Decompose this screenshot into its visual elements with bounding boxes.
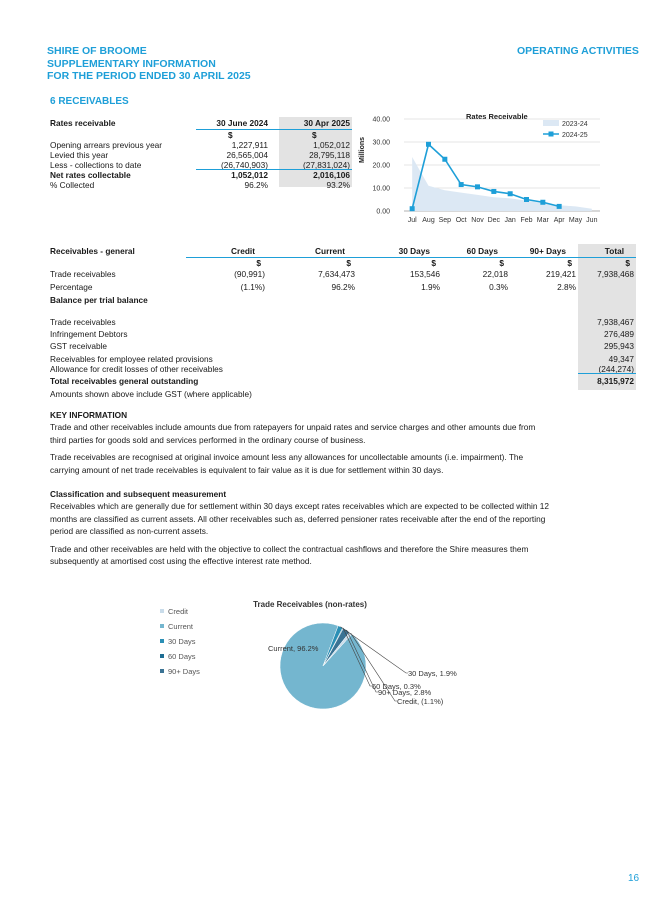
general-row-label: Trade receivables bbox=[50, 269, 116, 279]
total-value: 8,315,972 bbox=[597, 376, 634, 386]
rates-row-value-prior: (26,740,903) bbox=[220, 160, 268, 170]
rates-table-title: Rates receivable bbox=[50, 118, 116, 128]
point-2024-25 bbox=[442, 157, 447, 162]
legend-swatch-2023-24 bbox=[543, 120, 559, 126]
rates-row-label: Net rates collectable bbox=[50, 170, 131, 180]
general-row-label: Percentage bbox=[50, 282, 93, 292]
legend-marker-2024-25 bbox=[549, 132, 554, 137]
point-2024-25 bbox=[459, 182, 464, 187]
x-tick-label: Apr bbox=[553, 217, 565, 224]
key-info-title: KEY INFORMATION bbox=[50, 410, 128, 420]
rates-unit2: $ bbox=[312, 130, 317, 140]
x-tick-label: Jan bbox=[504, 217, 516, 224]
general-col-header: 30 Days bbox=[398, 246, 430, 256]
classification-body bbox=[50, 500, 550, 573]
pie-chart-title: Trade Receivables (non-rates) bbox=[253, 600, 367, 609]
key-info-body bbox=[50, 421, 550, 481]
general-table-title: Receivables - general bbox=[50, 246, 135, 256]
balance-row-label: Infringement Debtors bbox=[50, 329, 128, 339]
pie-legend-label: Credit bbox=[168, 607, 189, 616]
trade-receivables-pie-chart bbox=[140, 592, 480, 722]
key-info-p1: Trade and other receivables include amounts due from ratepayers for unpaid rates and service charges and other amounts due from third parties for goods sold and services performed in the ordinary course of business. bbox=[50, 422, 536, 445]
general-col-header: 60 Days bbox=[466, 246, 498, 256]
pie-data-label: Credit, (1.1%) bbox=[397, 697, 444, 706]
general-col-unit: $ bbox=[431, 258, 436, 268]
pie-legend-swatch bbox=[160, 624, 164, 628]
rates-row-value-current: 93.2% bbox=[326, 180, 350, 190]
rates-row-label: Less - collections to date bbox=[50, 160, 142, 170]
key-info-p4: Trade and other receivables are held with the objective to collect the contractual cashflows and therefore the Shire measures them subsequently at amortised cost using the effective interest rate method. bbox=[50, 543, 529, 566]
balance-row-label: GST receivable bbox=[50, 341, 108, 351]
x-tick-label: Sep bbox=[438, 217, 452, 224]
total-label: Total receivables general outstanding bbox=[50, 376, 199, 386]
x-tick-label: Nov bbox=[471, 217, 484, 224]
balance-row-value: (244,274) bbox=[598, 364, 634, 374]
general-row-value: 22,018 bbox=[482, 269, 508, 279]
key-info-p3: Receivables which are generally due for settlement within 30 days except rates receivables which are expected to be collected within 12 months are classified as current assets. All other receivables such as, deferred pensioner rates receivable after the end of the reporting period are classified as non-current assets. bbox=[50, 501, 550, 536]
pie-legend bbox=[160, 607, 200, 676]
x-tick-label: Feb bbox=[520, 217, 533, 224]
legend-label-2024-25: 2024-25 bbox=[562, 132, 588, 139]
general-col-header: Credit bbox=[231, 246, 255, 256]
x-tick-label: Oct bbox=[455, 217, 467, 224]
pie-legend-label: Current bbox=[168, 622, 194, 631]
general-row-value: (90,991) bbox=[234, 269, 265, 279]
general-row-value: 219,421 bbox=[546, 269, 576, 279]
section-title: 6 RECEIVABLES bbox=[50, 96, 129, 107]
point-2024-25 bbox=[426, 142, 431, 147]
general-col-header: 90+ Days bbox=[529, 246, 566, 256]
general-row-value: 2.8% bbox=[557, 282, 576, 292]
report-subtitle: SUPPLEMENTARY INFORMATION bbox=[47, 57, 216, 70]
balance-row-value: 7,938,467 bbox=[597, 317, 634, 327]
x-tick-label: Jul bbox=[407, 217, 417, 224]
pie-legend-swatch bbox=[160, 609, 164, 613]
general-col-unit: $ bbox=[346, 258, 351, 268]
general-row-value: (1.1%) bbox=[240, 282, 265, 292]
rates-row-value-current: (27,831,024) bbox=[302, 160, 350, 170]
rates-chart-ylabel: Millions bbox=[359, 136, 366, 164]
rates-row-value-current: 2,016,106 bbox=[313, 170, 350, 180]
pie-legend-label: 90+ Days bbox=[168, 667, 200, 676]
rates-unit1: $ bbox=[228, 130, 233, 140]
y-tick-label: 10.00 bbox=[372, 185, 390, 193]
general-row-value: 0.3% bbox=[489, 282, 508, 292]
general-row-value: 96.2% bbox=[331, 282, 355, 292]
general-header-rule bbox=[186, 257, 636, 258]
rates-chart-x-ticks bbox=[408, 217, 598, 224]
rates-row-value-prior: 96.2% bbox=[244, 180, 268, 190]
legend-label-2023-24: 2023-24 bbox=[562, 121, 588, 128]
rates-row-label: Levied this year bbox=[50, 150, 109, 160]
rates-row-value-current: 1,052,012 bbox=[313, 140, 350, 150]
y-tick-label: 40.00 bbox=[372, 116, 390, 124]
rates-chart-y-ticks bbox=[372, 117, 390, 216]
rates-row-label: % Collected bbox=[50, 180, 95, 190]
x-tick-label: Mar bbox=[536, 217, 549, 224]
balance-row-label: Trade receivables bbox=[50, 317, 116, 327]
y-tick-label: 0.00 bbox=[376, 208, 390, 216]
x-tick-label: Jun bbox=[586, 217, 598, 224]
pie-legend-swatch bbox=[160, 639, 164, 643]
page-number: 16 bbox=[628, 873, 640, 884]
x-tick-label: Dec bbox=[487, 217, 501, 224]
balance-title: Balance per trial balance bbox=[50, 295, 148, 305]
rates-col2-header: 30 Apr 2025 bbox=[303, 118, 350, 128]
balance-row-label: Receivables for employee related provisions bbox=[50, 354, 213, 364]
rates-row-value-prior: 26,565,004 bbox=[226, 150, 268, 160]
general-col-unit: $ bbox=[256, 258, 261, 268]
org-name: SHIRE OF BROOME bbox=[47, 45, 147, 57]
y-tick-label: 30.00 bbox=[372, 139, 390, 147]
report-period: FOR THE PERIOD ENDED 30 APRIL 2025 bbox=[47, 70, 251, 82]
balance-row-value: 49,347 bbox=[608, 354, 634, 364]
pie-legend-label: 30 Days bbox=[168, 637, 196, 646]
general-col-unit: $ bbox=[499, 258, 504, 268]
point-2024-25 bbox=[410, 206, 415, 211]
general-col-unit: $ bbox=[567, 258, 572, 268]
rates-row-label: Opening arrears previous year bbox=[50, 140, 163, 150]
x-tick-label: May bbox=[568, 217, 583, 224]
general-row-value: 1.9% bbox=[421, 282, 440, 292]
general-col-header: Total bbox=[604, 246, 624, 256]
pie-legend-swatch bbox=[160, 669, 164, 673]
pie-data-label: 60 Days, 0.3% bbox=[372, 682, 421, 691]
rates-col1-header: 30 June 2024 bbox=[216, 118, 268, 128]
gst-note: Amounts shown above include GST (where applicable) bbox=[50, 389, 252, 399]
balance-row-value: 276,489 bbox=[604, 329, 634, 339]
rates-row-value-current: 28,795,118 bbox=[309, 150, 350, 160]
balance-row-value: 295,943 bbox=[604, 341, 634, 351]
rates-header-rule bbox=[196, 129, 352, 130]
point-2024-25 bbox=[540, 200, 545, 205]
classification-title: Classification and subsequent measurement bbox=[50, 489, 227, 499]
point-2024-25 bbox=[524, 197, 529, 202]
rates-subtotal-rule bbox=[196, 169, 352, 170]
general-col-header: Current bbox=[315, 246, 345, 256]
point-2024-25 bbox=[508, 191, 513, 196]
rates-row-value-prior: 1,227,911 bbox=[231, 140, 268, 150]
point-2024-25 bbox=[557, 204, 562, 209]
general-row-value: 7,938,468 bbox=[597, 269, 634, 279]
general-row-value: 153,546 bbox=[410, 269, 440, 279]
pie-data-label: 30 Days, 1.9% bbox=[408, 669, 457, 678]
rates-receivable-chart bbox=[356, 108, 608, 232]
pie-legend-swatch bbox=[160, 654, 164, 658]
pie-data-label: 90+ Days, 2.8% bbox=[378, 688, 432, 697]
point-2024-25 bbox=[491, 189, 496, 194]
rates-row-value-prior: 1,052,012 bbox=[231, 170, 268, 180]
x-tick-label: Aug bbox=[422, 217, 435, 224]
general-col-unit: $ bbox=[625, 258, 630, 268]
balance-total-rule bbox=[578, 373, 636, 374]
point-2024-25 bbox=[475, 184, 480, 189]
pie-data-label: Current, 96.2% bbox=[268, 644, 319, 653]
pie-legend-label: 60 Days bbox=[168, 652, 196, 661]
balance-row-label: Allowance for credit losses of other receivables bbox=[50, 364, 223, 374]
section-header-right: OPERATING ACTIVITIES bbox=[517, 45, 639, 57]
general-row-value: 7,634,473 bbox=[318, 269, 355, 279]
rates-chart-title: Rates Receivable bbox=[466, 112, 528, 121]
y-tick-label: 20.00 bbox=[372, 162, 390, 170]
key-info-p2: Trade receivables are recognised at original invoice amount less any allowances for uncollectable amounts (i.e. impairment). The carrying amount of net trade receivables is equivalent to fair value as it is due for settlement within 30 days. bbox=[50, 452, 524, 475]
